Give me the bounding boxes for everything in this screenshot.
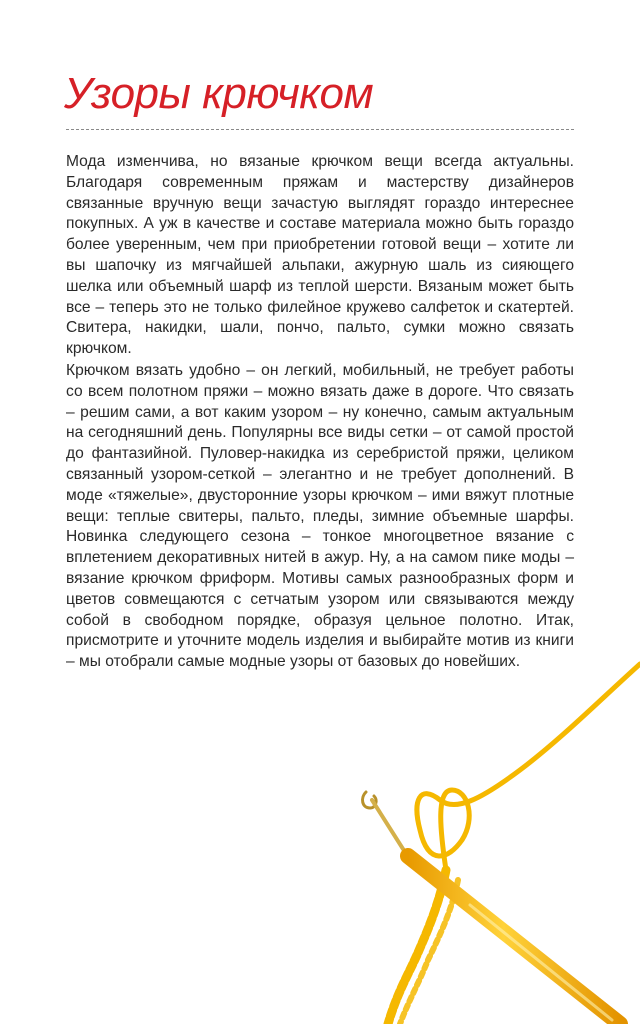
yarn-strand-icon <box>417 664 640 870</box>
dashed-divider <box>66 129 574 130</box>
crochet-hook-icon <box>363 792 620 1024</box>
paragraph-1: Мода изменчива, но вязаные крючком вещи всегда актуальны. Благодаря современным пряжам и мастерству дизайнеров связанные вручную вещи зачастую выглядят гораздо интереснее покупных. А уж в качестве и составе материала можно быть гораздо более уверенным, чем при приобретении готовой вещи – хотите ли вы шапочку из мягчайшей альпаки, ажурную шаль из сияющего шелка или объемный шарф из теплой шерсти. Вязаным может быть все – теперь это не только филейное кружево салфеток и скатертей. Свитера, накидки, шали, пончо, пальто, сумки можно связать крючком. <box>66 153 574 358</box>
page-title: Узоры крючком <box>64 69 374 118</box>
yarn-chain-icon <box>388 870 446 1024</box>
paragraph-2: Крючком вязать удобно – он легкий, мобильный, не требует работы со всем полотном пряжи – можно вязать даже в дороге. Что связать – решим сами, а вот каким узором – ну конечно, самым актуальным на сегодняшний день. Популярны все виды сетки – от самой простой до фантазийной. Пуловер-накидка из серебристой пряжи, целиком связанный узором-сеткой – элегантно и не требует дополнений. В моде «тяжелые», двусторонние узоры крючком – ими вяжут плотные вещи: теплые свитеры, пальто, пледы, зимние объемные шарфы. Новинка следующего сезона – тонкое многоцветное вязание с вплетением декоративных нитей в ажур. Ну, а на самом пике моды – вязание крючком фриформ. Мотивы самых разнообразных форм и цветов совмещаются с сетчатым узором или связываются между собой в свободном порядке, образуя цельное полотно. Итак, присмотрите и уточните модель изделия и выбирайте мотив из книги – мы отобрали самые модные узоры от базовых до новейших. <box>66 362 574 671</box>
